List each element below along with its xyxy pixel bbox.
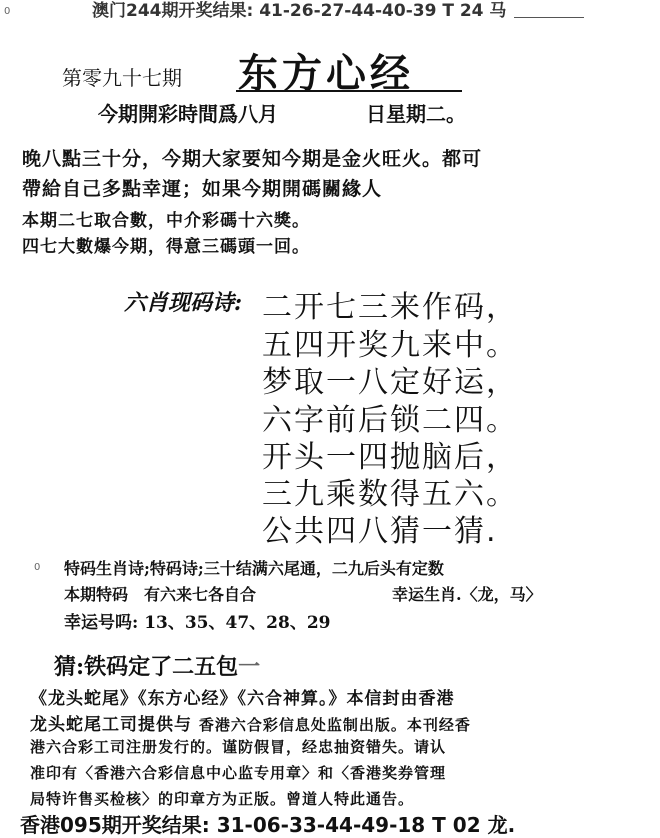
draw-time-a: 今期開彩時間爲八月 <box>98 102 278 126</box>
draw-time-line <box>98 98 466 127</box>
page-title: 东方心经 <box>238 50 414 97</box>
notice-line-3: 港六合彩工司注册发行的。谨防假冒，经忠抽资错失。请认 <box>30 738 447 756</box>
notice-line-1: 《龙头蛇尾》《东方心经》《六合神算。》本信封由香港 <box>30 689 455 709</box>
poem-line-4: 六字前后锁二四。 <box>262 403 518 438</box>
poem-line-5: 开头一四抛脑后， <box>262 440 518 475</box>
macau-result-text: 澳门244期开奖结果: 41-26-27-44-40-39 T 24 马 <box>92 1 507 21</box>
poem-label: 六肖现码诗: <box>124 290 243 316</box>
this-issue-special: 本期特码 有六来七各自合 <box>64 585 257 604</box>
notice-line-5: 局特许售买检核〉的印章方为正版。曾道人特此通告。 <box>30 790 415 808</box>
intro-line-2: 帶給自己多點幸運；如果今期開碼關緣人 <box>22 178 383 200</box>
notice-line-2a: 龙头蛇尾工司提供与 <box>30 715 192 735</box>
guess-faded-mark: 一 <box>238 654 258 680</box>
poem-line-3: 梦取一八定好运， <box>262 365 518 400</box>
corner-marker: 0 <box>4 6 11 17</box>
poem-line-1: 二开七三来作码， <box>262 290 518 325</box>
lucky-zodiac: 幸运生肖.〈龙，马〉 <box>392 585 542 604</box>
notice-line-2 <box>30 710 471 735</box>
poem-line-2: 五四开奖九来中。 <box>262 328 518 363</box>
special-code-poem: 特码生肖诗;特码诗;三十结满六尾通，二九后头有定数 <box>64 559 444 578</box>
intro-line-3: 本期二七取合數，中介彩碼十六獎。 <box>22 211 310 231</box>
notice-line-4: 准印有〈香港六合彩信息中心监专用章〉和〈香港奖券管理 <box>30 764 447 782</box>
intro-line-4: 四七大數爆今期，得意三碼頭一回。 <box>22 237 310 257</box>
intro-line-1: 晚八點三十分，今期大家要知今期是金火旺火。都可 <box>22 148 483 170</box>
poem-line-6: 三九乘数得五六。 <box>262 477 518 512</box>
banner-underline <box>514 5 584 18</box>
draw-time-b: 日星期二。 <box>366 102 466 126</box>
notice-line-2b: 香港六合彩信息处监制出版。本刊经香 <box>198 716 471 734</box>
poem-line-7: 公共四八猜一猜. <box>262 514 498 549</box>
section-marker: 0 <box>34 562 41 573</box>
guess-line <box>54 650 257 681</box>
lucky-numbers: 幸运号吗: 13、35、47、28、29 <box>64 613 331 633</box>
guess-text: 猜:铁码定了二五包 <box>54 654 239 680</box>
macau-result-banner <box>0 0 660 24</box>
title-rule <box>236 90 462 92</box>
hongkong-result-banner: 香港095期开奖结果: 31-06-33-44-49-18 T 02 龙. <box>20 813 516 837</box>
issue-label: 第零九十七期 <box>62 66 182 90</box>
